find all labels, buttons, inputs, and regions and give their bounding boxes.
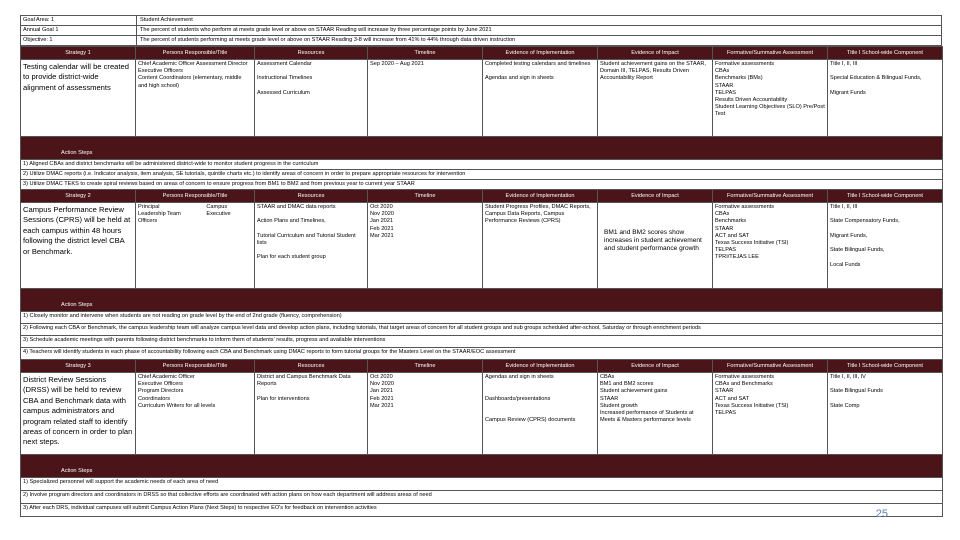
- strategy-3-step-1: 1) Specialized personnel will support the academic needs of each area of need: [21, 478, 943, 491]
- action-step: [21, 180, 943, 190]
- strategy-3-step-2: 2) Involve program directors and coordinators in DRSS so that collective efforts are coordinated with action plans on how each department will address areas of need: [21, 491, 943, 504]
- strategy-3-evidence-implementation: Agendas and sign in sheets Dashboards/presentations Campus Review (CPRS) documents: [483, 373, 598, 455]
- col-evidence-impact: Evidence of Impact: [598, 360, 713, 373]
- col-timeline: Timeline: [368, 190, 483, 203]
- action-step: [21, 348, 943, 360]
- strategy-1-timeline: Sep 2020 – Aug 2021: [368, 60, 483, 137]
- strategy-2-persons-a: Principal Leadership Team Officers: [138, 204, 181, 225]
- col-evidence-implementation: Evidence of Implementation: [483, 360, 598, 373]
- goal-header: [20, 15, 942, 46]
- action-steps-label: Action Steps: [21, 137, 943, 160]
- col-evidence-implementation: Evidence of Implementation: [483, 190, 598, 203]
- goal-area-label: Goal Area: 1: [21, 16, 137, 25]
- strategy-3-text: District Review Sessions (DRSS) will be held to review CBA and Benchmark data with campus administrators and program related staff to identify areas of concern in order to plan next steps.: [21, 373, 136, 455]
- col-title1: Title I School-wide Component: [828, 360, 943, 373]
- col-evidence-implementation: Evidence of Implementation: [483, 47, 598, 60]
- strategy-2-heading: Strategy 2: [21, 190, 136, 203]
- strategy-3-title1: Title I, II, III, IV State Bilingual Funds State Comp: [828, 373, 943, 455]
- strategy-3-assessment: Formative assessments CBAs and Benchmarks STAAR ACT and SAT Texas Success Initiative (TSI) TELPAS: [713, 373, 828, 455]
- goal-area-row: [20, 15, 942, 25]
- strategy-1-evidence-impact: Student achievement gains on the STAAR, Domain III, TELPAS, Results Driven Accountability Report: [598, 60, 713, 137]
- annual-goal-value: The percent of students who perform at meets grade level or above on STAAR Reading will increase by three percentage points by June 2021: [140, 27, 492, 33]
- page-number: 25: [875, 508, 888, 520]
- annual-goal-label: Annual Goal 1: [21, 26, 137, 35]
- strategy-3-timeline: Oct 2020 Nov 2020 Jan 2021 Feb 2021 Mar 2021: [368, 373, 483, 455]
- strategy-2-header-row: [21, 190, 943, 203]
- col-evidence-impact: Evidence of Impact: [598, 190, 713, 203]
- strategy-2-step-1: 1) Closely monitor and intervene when students are not reading on grade level by the end of 2nd grade (fluency, comprehension): [21, 312, 943, 324]
- col-resources: Resources: [255, 47, 368, 60]
- strategy-table: [20, 46, 943, 517]
- strategy-3-row: [21, 373, 943, 455]
- objective-value: The percent of students performing at meets grade level or above on STAAR Reading 3-8 will increase from 41% to 44% through data driven instruction: [140, 37, 516, 43]
- strategy-2-text: Campus Performance Review Sessions (CPRS) will be held at each campus within 48 hours following the district level CBA or Benchmark.: [21, 203, 136, 289]
- strategy-3-header-row: [21, 360, 943, 373]
- col-evidence-impact: Evidence of Impact: [598, 47, 713, 60]
- strategy-2-step-3: 3) Schedule academic meetings with parents following district benchmarks to inform them of students' results, progress and available interventions: [21, 336, 943, 348]
- action-step: [21, 160, 943, 170]
- action-step: [21, 170, 943, 180]
- action-step: [21, 478, 943, 491]
- strategy-2-step-2: 2) Following each CBA or Benchmark, the campus leadership team will analyze campus level data and develop action plans, including tutorials, that target areas of concern for all student groups and sub groups scheduled after-school, Saturday or through enrichment periods: [21, 324, 943, 336]
- col-resources: Resources: [255, 360, 368, 373]
- action-step: [21, 491, 943, 504]
- strategy-3-heading: Strategy 3: [21, 360, 136, 373]
- strategy-2-persons-split: [138, 204, 252, 226]
- strategy-1-heading: Strategy 1: [21, 47, 136, 60]
- col-persons: Persons Responsible/Title: [136, 190, 255, 203]
- strategy-2-resources: STAAR and DMAC data reports Action Plans and Timelines, Tutorial Curriculum and Tutorial Student lists Plan for each student group: [255, 203, 368, 289]
- col-assessment: Formative/Summative Assessment: [713, 190, 828, 203]
- strategy-1-step-2: 2) Utilize DMAC reports (i.e. Indicator analysis, item analysis, SE tutorials, quintile charts etc.) to identify areas of concern in order to prepare appropriate resources for intervention: [21, 170, 943, 180]
- annual-goal-row: [20, 25, 942, 35]
- col-title1: Title I School-wide Component: [828, 190, 943, 203]
- strategy-1-row: [21, 60, 943, 137]
- goal-area-value: Student Achievement: [140, 17, 193, 23]
- objective-label: Objective: 1: [21, 36, 137, 45]
- action-step: [21, 312, 943, 324]
- plan-document: [20, 15, 942, 517]
- strategy-1-resources: Assessment Calendar Instructional Timelines Assessed Curriculum: [255, 60, 368, 137]
- strategy-1-text: Testing calendar will be created to provide district-wide alignment of assessments: [21, 60, 136, 137]
- strategy-1-step-1: 1) Aligned CBAs and district benchmarks will be administered district-wide to monitor student progress in the curriculum: [21, 160, 943, 170]
- strategy-3-evidence-impact: CBAs BM1 and BM2 scores Student achievement gains STAAR Student growth Increased performance of Students at Meets & Masters performance levels: [598, 373, 713, 455]
- strategy-2-timeline: Oct 2020 Nov 2020 Jan 2021 Feb 2021 Mar 2021: [368, 203, 483, 289]
- col-persons: Persons Responsible/Title: [136, 360, 255, 373]
- strategy-1-evidence-implementation: Completed testing calendars and timelines Agendas and sign in sheets: [483, 60, 598, 137]
- strategy-1-header-row: [21, 47, 943, 60]
- action-steps-label: Action Steps: [21, 289, 943, 312]
- strategy-2-persons: [136, 203, 255, 289]
- strategy-3-action-steps-bar: [21, 455, 943, 478]
- strategy-2-persons-b: Campus Executive: [206, 204, 231, 218]
- strategy-2-assessment: Formative assessments CBAs Benchmarks STAAR ACT and SAT Texas Success Initiative (TSI) TELPAS TPRI/TEJAS LEE: [713, 203, 828, 289]
- strategy-2-action-steps-bar: [21, 289, 943, 312]
- col-assessment: Formative/Summative Assessment: [713, 47, 828, 60]
- objective-row: [20, 35, 942, 46]
- col-assessment: Formative/Summative Assessment: [713, 360, 828, 373]
- strategy-3-step-3: 3) After each DRS, individual campuses will submit Campus Action Plans (Next Steps) to respective EO's for feedback on intervention activities: [21, 504, 943, 517]
- col-timeline: Timeline: [368, 47, 483, 60]
- col-persons: Persons Responsible/Title: [136, 47, 255, 60]
- strategy-1-persons: Chief Academic Officer Assessment Director Executive Officers Content Coordinators (elementary, middle and high school): [136, 60, 255, 137]
- strategy-2-evidence-implementation: Student Progress Profiles, DMAC Reports, Campus Data Reports, Campus Performance Reviews (CPRS): [483, 203, 598, 289]
- strategy-1-title1: Title I, II, III Special Education & Bilingual Funds, Migrant Funds: [828, 60, 943, 137]
- strategy-2-title1: Title I, II, III State Compensatory Funds, Migrant Funds, State Bilingual Funds, Local Funds: [828, 203, 943, 289]
- strategy-2-step-4: 4) Teachers will identify students in each phase of accountability following each CBA and Benchmark using DMAC reports to form tutorial groups for the Masters Level on the STAAR/EOC assessment: [21, 348, 943, 360]
- action-step: [21, 336, 943, 348]
- strategy-3-persons: Chief Academic Officer Executive Officers Program Directors Coordinators Curriculum Writers for all levels: [136, 373, 255, 455]
- strategy-1-action-steps-bar: [21, 137, 943, 160]
- action-step: [21, 324, 943, 336]
- col-title1: Title I School-wide Component: [828, 47, 943, 60]
- strategy-2-evidence-impact: BM1 and BM2 scores show increases in student achievement and student performance growth: [598, 203, 713, 289]
- strategy-1-assessment: Formative assessments CBAs Benchmarks (BMs) STAAR TELPAS Results Driven Accountability Student Learning Objectives (SLO) Pre/Post Test: [713, 60, 828, 137]
- strategy-3-resources: District and Campus Benchmark Data Reports Plan for interventions: [255, 373, 368, 455]
- col-resources: Resources: [255, 190, 368, 203]
- action-step: [21, 504, 943, 517]
- strategy-1-step-3: 3) Utilize DMAC TEKS to create spiral reviews based on areas of concern to ensure progress from BM1 to BM2 and from previous year to current year STAAR: [21, 180, 943, 190]
- strategy-2-row: [21, 203, 943, 289]
- col-timeline: Timeline: [368, 360, 483, 373]
- action-steps-label: Action Steps: [21, 455, 943, 478]
